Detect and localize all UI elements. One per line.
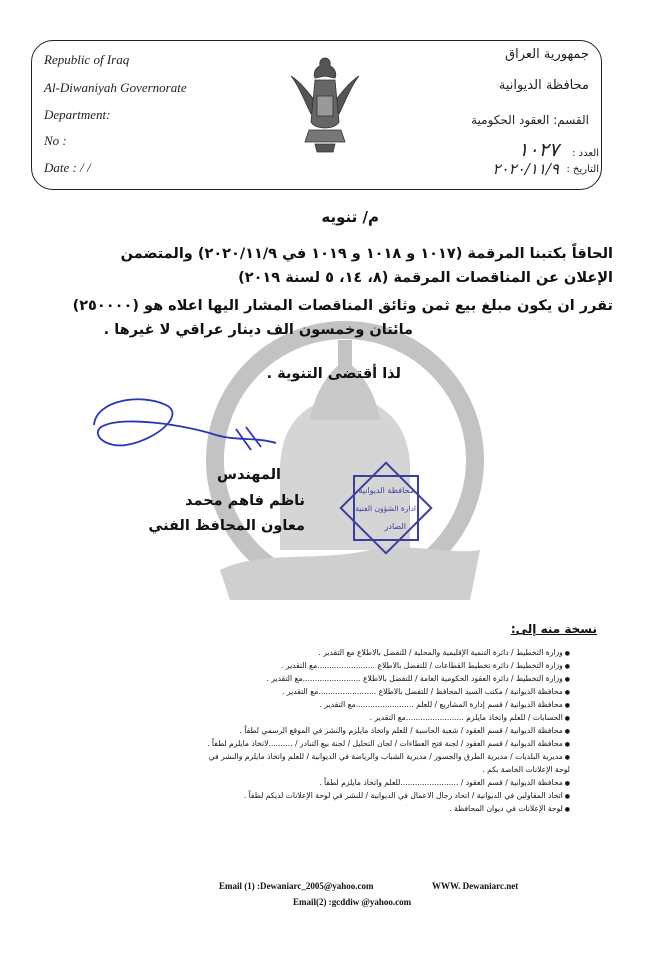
header-number-value: ١٠٢٧ xyxy=(518,139,559,161)
signature-position: معاون المحافظ الفني xyxy=(148,518,305,534)
body-line-2: الإعلان عن المناقصات المرقمة (٨، ١٤، ٥ لسنة ٢٠١٩) xyxy=(238,270,613,286)
stamp-line-1: محافظة الديوانية xyxy=(358,486,414,495)
closing-line: لذا أقتضى التنوية . xyxy=(266,366,401,382)
body-line-1: الحاقاً بكتبنا المرقمة (١٠١٧ و ١٠١٨ و ١٠١٩ في ٢٠٢٠/١١/٩) والمتضمن xyxy=(120,246,613,262)
handwritten-signature xyxy=(86,385,286,465)
list-item: ● لوحة الإعلانات في ديوان المحافظة . xyxy=(449,804,570,813)
header-date-en: Date : / / xyxy=(44,160,91,175)
list-item: ● محافظة الديوانية / قسم العقود / لجنة فتح العطاءات / لجان التحليل / لجنة بيع التنادر / ..........لاتخاذ مايلزم لطفاً . xyxy=(207,739,570,748)
list-item: ● محافظة الديوانية / مكتب السيد المحافظ / للتفضل بالاطلاع ........................مع التقدير . xyxy=(282,687,570,696)
list-item: ● وزارة التخطيط / دائرة تخطيط القطاعات / للتفضل بالاطلاع ........................مع التقدير . xyxy=(280,661,570,670)
list-item: ● وزارة التخطيط / دائرة العقود الحكومية العامة / للتفضل بالاطلاع ........................مع التقدير . xyxy=(266,674,570,683)
header-department-ar: القسم: العقود الحكومية xyxy=(471,113,589,127)
list-item: ● وزارة التخطيط / دائرة التنمية الإقليمية والمحلية / للتفضل بالاطلاع مع التقدير . xyxy=(318,648,570,657)
header-date-label: التاريخ : xyxy=(566,164,599,175)
header-governorate-en: Al-Diwaniyah Governorate xyxy=(44,80,187,95)
footer-email-2: Email(2) :gcddiw @yahoo.com xyxy=(293,897,412,907)
header-governorate-ar: محافظة الديوانية xyxy=(498,78,589,93)
stamp-line-3: الصادر xyxy=(384,522,406,531)
header-number-en: No : xyxy=(44,133,67,148)
body-line-4: مائتان وخمسون الف دينار عراقي لا غيرها . xyxy=(103,322,413,338)
official-stamp xyxy=(336,458,436,558)
header-date-value: ٢٠٢٠/١١/٩ xyxy=(492,160,559,178)
distribution-list xyxy=(90,646,570,815)
list-item: ● مديرية البلديات / مديرية الطرق والجسور / مديرية الشباب والرياضة في الديوانية / للعلم واتخاذ مايلزم والنشر في xyxy=(208,752,570,761)
header-number-label: العدد : xyxy=(572,148,599,159)
list-item: ● محافظة الديوانية / قسم العقود / ........................للعلم واتخاذ مايلزم لطفاً . xyxy=(319,778,570,787)
eagle-emblem-icon xyxy=(285,52,365,162)
footer-email-1: Email (1) :Dewaniarc_2005@yahoo.com xyxy=(219,881,374,891)
header-republic-en: Republic of Iraq xyxy=(44,52,130,67)
header-department-en: Department: xyxy=(44,107,111,122)
list-item: ● اتحاد المقاولين في الديوانية / اتحاد رجال الاعمال في الديوانية / للنشر في لوحة الإعلانات لديكم لطفاً . xyxy=(243,791,570,800)
footer-website: WWW. Dewaniarc.net xyxy=(432,881,519,891)
list-item: ● محافظة الديوانية / قسم العقود / شعبة الحاسبة / للعلم واتخاذ مايلزم والنشر في الموقع الرسمي لطفاً . xyxy=(239,726,570,735)
copy-to-heading: نسخة منه إلى: xyxy=(510,622,597,636)
subject-line: م/ تنويه xyxy=(321,208,379,226)
header-republic-ar: جمهورية العراق xyxy=(505,47,589,62)
list-item-continuation: لوحة الإعلانات الخاصة بكم . xyxy=(482,765,570,774)
signature-name: ناظم فاهم محمد xyxy=(185,493,305,509)
body-line-3: تقرر ان يكون مبلغ بيع ثمن وثائق المناقصات المشار اليها اعلاه هو (٢٥٠٠٠٠) xyxy=(72,298,613,314)
stamp-line-2: ادارة الشؤون الفنية xyxy=(355,504,416,513)
list-item: ● محافظة الديوانية / قسم إدارة المشاريع / للعلم ........................مع التقدير . xyxy=(319,700,570,709)
signature-title: المهندس xyxy=(216,467,281,483)
list-item: ● الحسابات / للعلم واتخاذ مايلزم ........................مع التقدير . xyxy=(369,713,570,722)
